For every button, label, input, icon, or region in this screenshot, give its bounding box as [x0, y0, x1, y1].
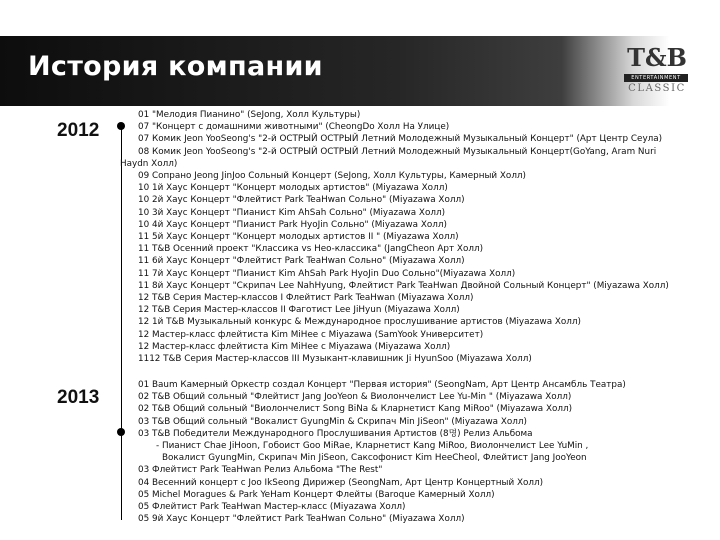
event-item: 10 2й Хаус Концерт "Флейтист Park TeaHwan Сольно" (Miyazawa Холл) [138, 195, 465, 206]
timeline-dot-2013 [117, 428, 125, 436]
events-2012 [120, 109, 708, 365]
event-item: 01 Baum Камерный Оркестр создал Концерт "Первая история" (SeongNam, Арт Центр Ансамбль Театра) [138, 380, 626, 390]
event-item: 04 Весенний концерт с Joo IkSeong Дирижер (SeongNam, Арт Центр Концертный Холл) [138, 477, 544, 488]
event-item: 03 Флейтист Park TeaHwan Релиз Альбома "The Rest" [138, 465, 383, 476]
event-item: 12 T&B Серия Мастер-классов II Фаготист Lee JiHyun (Miyazawa Холл) [138, 305, 460, 316]
event-item: 12 1й T&B Музыкальный конкурс & Международное прослушивание артистов (Miyazawa Холл) [138, 317, 581, 328]
logo-sub-text: CLASSIC [628, 83, 686, 94]
events-2013 [138, 379, 708, 525]
timeline-dot-2012 [117, 122, 125, 130]
event-item: 1112 T&B Серия Мастер-классов III Музыкант-клавишник Ji HyunSoo (Miyazawa Холл) [138, 354, 532, 365]
event-item: 11 8й Хаус Концерт "Скрипач Lee NahHyung, Флейтист Park TeaHwan Двойной Сольный Концерт" (Miyazawa Холл) [138, 280, 669, 291]
timeline-line [121, 125, 122, 520]
event-item: Вокалист GyungMin, Скрипач Min JiSeon, Саксофонист Kim HeeCheol, Флейтист Jang JooYeon [162, 453, 587, 464]
year-label-2013: 2013 [57, 387, 100, 408]
event-item: 05 9й Хаус Концерт "Флейтист Park TeaHwan Сольно" (Miyazawa Холл) [138, 514, 465, 525]
header-banner [0, 36, 720, 106]
event-item: 07 "Концерт с домашними животными" (CheongDo Холл На Улице) [138, 122, 450, 133]
event-item: 02 T&B Общий сольный "Виолончелист Song BiNa & Кларнетист Kang MiRoo" (Miyazawa Холл) [138, 404, 573, 415]
event-item: 11 7й Хаус Концерт "Пианист Kim AhSah Park HyoJin Duo Сольно"(Miyazawa Холл) [138, 268, 516, 279]
event-item: 10 1й Хаус Концерт "Концерт молодых артистов" (Miyazawa Холл) [138, 183, 448, 194]
year-label-2012: 2012 [57, 120, 100, 141]
event-item: 05 Флейтист Park TeaHwan Мастер-класс (Miyazawa Холл) [138, 502, 406, 513]
event-item: 12 Мастер-класс флейтиста Kim MiHee с Miyazawa (SamYook Университет) [138, 329, 484, 340]
event-item: 01 "Мелодия Пианино" (SeJong, Холл Культуры) [138, 110, 361, 120]
event-item: 02 T&B Общий сольный "Флейтист Jang JooYeon & Виолончелист Lee Yu-Min " (Miyazawa Холл) [138, 392, 572, 403]
event-item: Haydn Холл) [120, 158, 178, 169]
event-item: - Пианист Chae JiHoon, Гобоист Goo MiRae, Кларнетист Kang MiRoo, Виолончелист Lee YuMin , [156, 441, 589, 452]
event-item: 10 4й Хаус Концерт "Пианист Park HyoJin Сольно" (Miyazawa Холл) [138, 219, 447, 230]
event-item: 11 5й Хаус Концерт "Концерт молодых артистов II " (Miyazawa Холл) [138, 232, 459, 243]
event-item: 10 3й Хаус Концерт "Пианист Kim AhSah Сольно" (Miyazawa Холл) [138, 207, 445, 218]
event-item: 08 Комик Jeon YooSeong's "2-й ОСТРЫЙ ОСТРЫЙ Летний Молодежный Музыкальный Концерт(GoYang, Aram Nuri [138, 146, 657, 157]
event-item: 03 T&B Победители Международного Прослушивания Артистов (8명) Релиз Альбома [138, 428, 533, 439]
page-title: История компании [28, 51, 323, 82]
event-item: 11 T&B Осенний проект "Классика vs Нео-классика" (JangCheon Арт Холл) [138, 244, 484, 255]
event-item: 11 6й Хаус Концерт "Флейтист Park TeaHwan Сольно" (Miyazawa Холл) [138, 256, 465, 267]
event-item: 03 T&B Общий сольный "Вокалист GyungMin & Скрипач Min JiSeon" (Miyazawa Холл) [138, 416, 527, 427]
event-item: 05 Michel Moragues & Park YeHam Концерт Флейты (Baroque Камерный Холл) [138, 489, 495, 500]
event-item: 09 Сопрано Jeong JinJoo Сольный Концерт (SeJong, Холл Культуры, Камерный Холл) [138, 171, 526, 182]
event-item: 12 T&B Серия Мастер-классов I Флейтист Park TeaHwan (Miyazawa Холл) [138, 293, 474, 304]
company-logo [624, 44, 716, 96]
event-item: 07 Комик Jeon YooSeong's "2-й ОСТРЫЙ ОСТРЫЙ Летний Молодежный Музыкальный Концерт" (Арт Центр Сеула) [138, 134, 663, 145]
logo-bar-text: ENTERTAINMENT [624, 74, 688, 82]
logo-main-text: T&B [627, 43, 687, 72]
event-item: 12 Мастер-класс флейтиста Kim MiHee с Miyazawa (Miyazawa Холл) [138, 341, 451, 352]
